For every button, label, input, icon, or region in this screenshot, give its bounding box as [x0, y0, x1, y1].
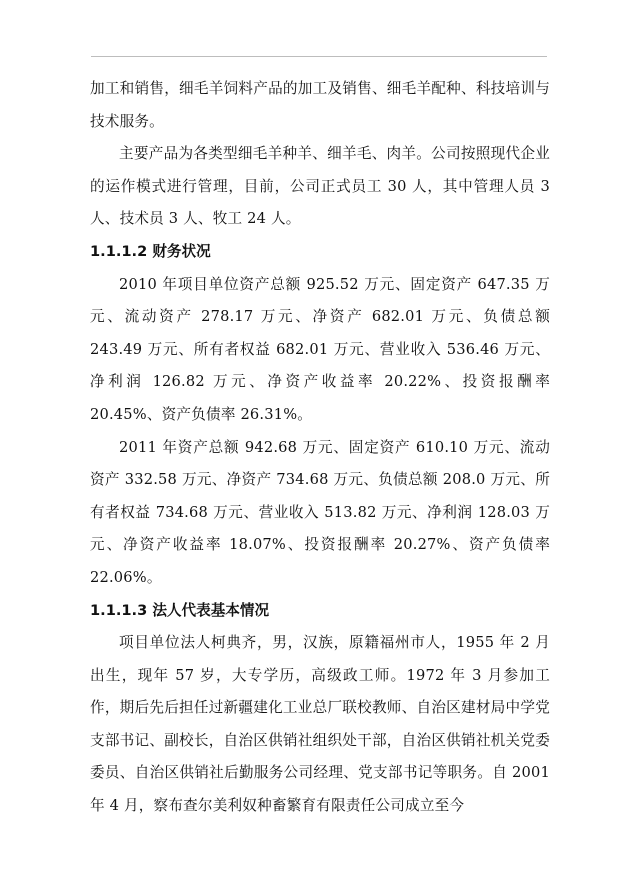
document-body	[90, 73, 550, 823]
paragraph-legal-rep: 项目单位法人柯典齐，男，汉族，原籍福州市人，1955 年 2 月出生，现年 57 岁，大专学历，高级政工师。1972 年 3 月参加工作，期后先后担任过新疆建化工业总厂联校教师、自治区建材局中学党支部书记、副校长，自治区供销社组织处干部，自治区供销社机关党委委员、自治区供销社后勤服务公司经理、党支部书记等职务。自 2001 年 4 月，察布查尔美利奴种畜繁育有限责任公司成立至今	[90, 634, 550, 815]
section-heading-financial: 1.1.1.2 财务状况	[90, 242, 211, 260]
paragraph-financial-2010: 2010 年项目单位资产总额 925.52 万元、固定资产 647.35 万元、流动资产 278.17 万元、净资产 682.01 万元、负债总额 243.49 万元、所有者权益 682.01 万元、营业收入 536.46 万元、净利润 126.82 万元、净资产收益率 20.22%、投资报酬率 20.45%、资产负债率 26.31%。	[90, 275, 550, 423]
section-heading-legal-rep: 1.1.1.3 法人代表基本情况	[90, 601, 270, 619]
header-rule	[91, 56, 547, 57]
paragraph-main-products: 主要产品为各类型细毛羊种羊、细羊毛、肉羊。公司按照现代企业的运作模式进行管理，目前，公司正式员工 30 人，其中管理人员 3 人、技术员 3 人、牧工 24 人。	[90, 145, 550, 228]
paragraph-financial-2011: 2011 年资产总额 942.68 万元、固定资产 610.10 万元、流动资产 332.58 万元、净资产 734.68 万元、负债总额 208.0 万元、所有者权益 734.68 万元、营业收入 513.82 万元、净利润 128.03 万元、净资产收益率 18.07%、投资报酬率 20.27%、资产负债率 22.06%。	[90, 438, 550, 586]
paragraph-business-scope: 加工和销售，细毛羊饲料产品的加工及销售、细毛羊配种、科技培训与技术服务。	[90, 80, 550, 130]
